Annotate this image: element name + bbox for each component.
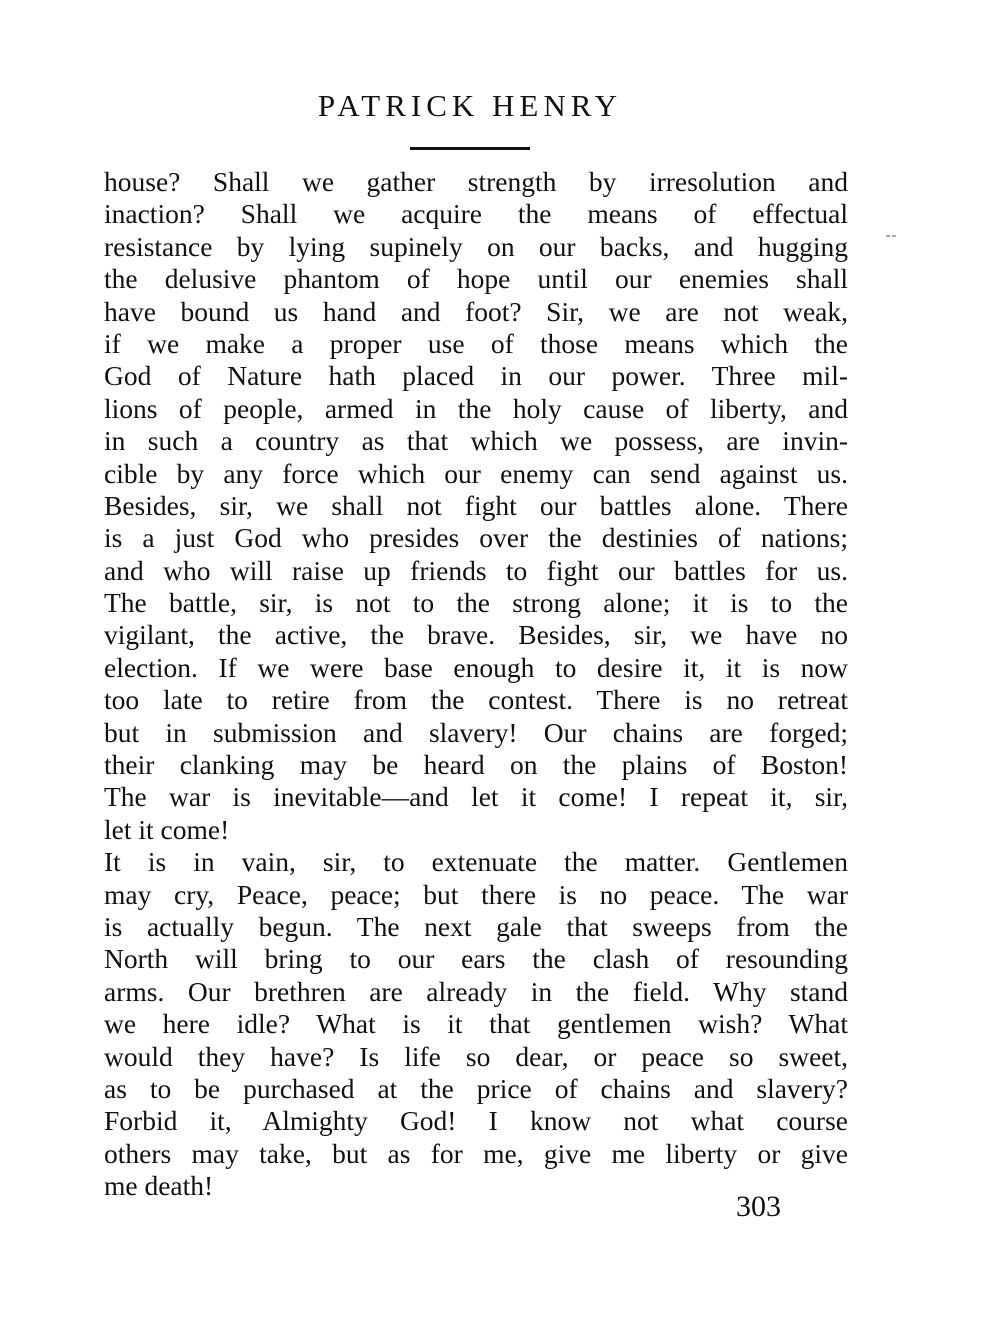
- text-line: in such a country as that which we possess, are invin-: [104, 425, 848, 457]
- text-line: election. If we were base enough to desire it, it is now: [104, 651, 848, 683]
- running-head: PATRICK HENRY: [317, 88, 623, 123]
- text-line: but in submission and slavery! Our chains are forged;: [104, 716, 848, 748]
- text-line: North will bring to our ears the clash of resounding: [104, 943, 848, 975]
- text-line: as to be purchased at the price of chains and slavery?: [104, 1072, 848, 1104]
- text-line: The war is inevitable—and let it come! I repeat it, sir,: [104, 781, 848, 813]
- text-line: lions of people, armed in the holy cause of liberty, and: [104, 392, 848, 424]
- text-line: would they have? Is life so dear, or peace so sweet,: [104, 1040, 848, 1072]
- page-number: 303: [736, 1190, 781, 1223]
- text-line: Besides, sir, we shall not fight our battles alone. There: [104, 489, 848, 521]
- text-line: inaction? Shall we acquire the means of effectual: [104, 198, 848, 230]
- text-line: others may take, but as for me, give me liberty or give: [104, 1137, 848, 1169]
- text-line: too late to retire from the contest. There is no retreat: [104, 684, 848, 716]
- margin-mark: --: [886, 228, 898, 243]
- text-line: is a just God who presides over the destinies of nations;: [104, 522, 848, 554]
- text-line: cible by any force which our enemy can send against us.: [104, 457, 848, 489]
- paragraph-2: [104, 846, 848, 1202]
- text-line: we here idle? What is it that gentlemen wish? What: [104, 1008, 848, 1040]
- text-line: is actually begun. The next gale that sweeps from the: [104, 910, 848, 942]
- text-line: their clanking may be heard on the plains of Boston!: [104, 749, 848, 781]
- paragraph-1: [104, 166, 848, 846]
- text-line: God of Nature hath placed in our power. Three mil-: [104, 360, 848, 392]
- text-line: and who will raise up friends to fight our battles for us.: [104, 554, 848, 586]
- text-line: house? Shall we gather strength by irresolution and: [104, 166, 848, 197]
- text-line: have bound us hand and foot? Sir, we are not weak,: [104, 295, 848, 327]
- text-line: may cry, Peace, peace; but there is no peace. The war: [104, 878, 848, 910]
- head-rule: [410, 147, 530, 150]
- text-line: resistance by lying supinely on our backs, and hugging: [104, 230, 848, 262]
- text-line: let it come!: [104, 813, 230, 845]
- body-text: [104, 166, 848, 1203]
- text-line: Forbid it, Almighty God! I know not what course: [104, 1105, 848, 1137]
- text-line: arms. Our brethren are already in the field. Why stand: [104, 975, 848, 1007]
- text-line: The battle, sir, is not to the strong alone; it is to the: [104, 587, 848, 619]
- text-line: if we make a proper use of those means which the: [104, 327, 848, 359]
- text-line: the delusive phantom of hope until our enemies shall: [104, 263, 848, 295]
- text-line: vigilant, the active, the brave. Besides, sir, we have no: [104, 619, 848, 651]
- text-line: me death!: [104, 1170, 214, 1202]
- text-line: It is in vain, sir, to extenuate the matter. Gentlemen: [104, 846, 848, 878]
